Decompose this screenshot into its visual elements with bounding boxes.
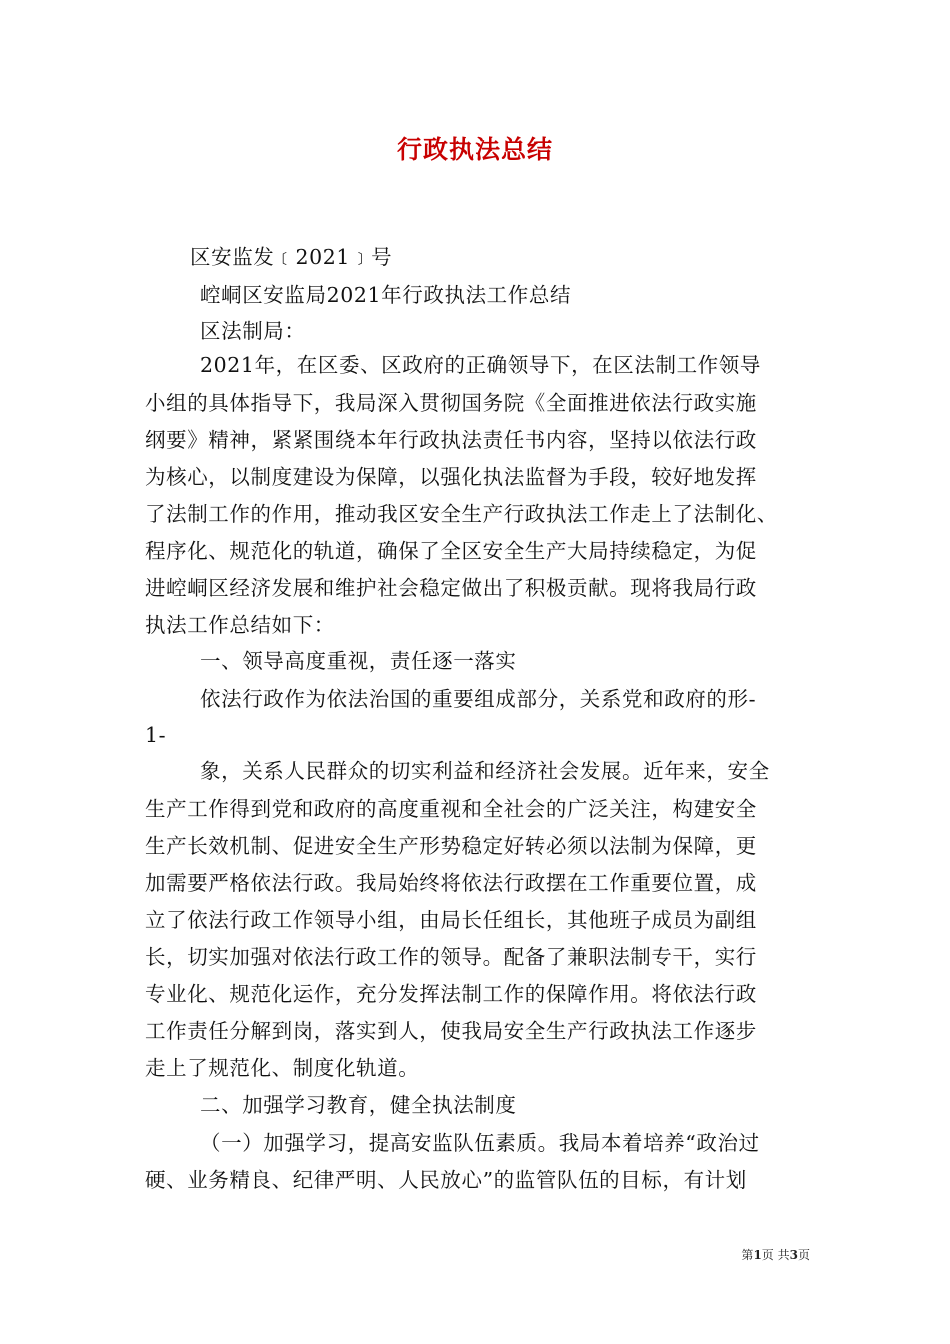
paragraph-line: 了法制工作的作用，推动我区安全生产行政执法工作走上了法制化、 — [145, 502, 778, 526]
document-title: 行政执法总结 — [396, 135, 553, 164]
paragraph-line: （一）加强学习，提高安监队伍素质。我局本着培养“政治过 — [200, 1131, 760, 1155]
paragraph-line: 长，切实加强对依法行政工作的领导。配备了兼职法制专干，实行 — [145, 945, 757, 969]
page-footer — [700, 1246, 810, 1263]
doc-number-line: 区安监发﹝2021﹞号 — [190, 245, 393, 269]
paragraph-line: 进崆峒区经济发展和维护社会稳定做出了积极贡献。现将我局行政 — [145, 576, 757, 600]
subtitle-line: 崆峒区安监局2021年行政执法工作总结 — [200, 283, 572, 307]
paragraph-line: 程序化、规范化的轨道，确保了全区安全生产大局持续稳定，为促 — [145, 539, 757, 563]
footer-mid: 页 共 — [761, 1248, 790, 1262]
paragraph-line: 走上了规范化、制度化轨道。 — [145, 1056, 420, 1080]
paragraph-line: 象，关系人民群众的切实利益和经济社会发展。近年来，安全 — [200, 759, 770, 783]
section-heading-1: 一、领导高度重视，责任逐一落实 — [200, 649, 517, 673]
paragraph-line: 小组的具体指导下，我局深入贯彻国务院《全面推进依法行政实施 — [145, 391, 757, 415]
paragraph-line: 2021年，在区委、区政府的正确领导下，在区法制工作领导 — [200, 353, 761, 377]
page-break-marker: 1- — [145, 723, 167, 747]
current-page-number: 1 — [753, 1248, 762, 1262]
paragraph-line: 生产长效机制、促进安全生产形势稳定好转必须以法制为保障，更 — [145, 834, 757, 858]
section-heading-2: 二、加强学习教育，健全执法制度 — [200, 1093, 517, 1117]
footer-prefix: 第 — [741, 1248, 754, 1262]
paragraph-line: 纲要》精神，紧紧围绕本年行政执法责任书内容，坚持以依法行政 — [145, 428, 757, 452]
paragraph-line: 为核心，以制度建设为保障，以强化执法监督为手段，较好地发挥 — [145, 465, 757, 489]
addressee-line: 区法制局： — [200, 319, 306, 343]
total-page-number: 3 — [789, 1248, 798, 1262]
paragraph-line: 专业化、规范化运作，充分发挥法制工作的保障作用。将依法行政 — [145, 982, 757, 1006]
paragraph-line: 硬、业务精良、纪律严明、人民放心”的监管队伍的目标，有计划 — [145, 1168, 747, 1192]
paragraph-line: 生产工作得到党和政府的高度重视和全社会的广泛关注，构建安全 — [145, 797, 757, 821]
footer-suffix: 页 — [797, 1248, 810, 1262]
paragraph-line: 加需要严格依法行政。我局始终将依法行政摆在工作重要位置，成 — [145, 871, 757, 895]
paragraph-line: 执法工作总结如下： — [145, 613, 335, 637]
paragraph-line: 依法行政作为依法治国的重要组成部分，关系党和政府的形- — [200, 687, 757, 711]
paragraph-line: 立了依法行政工作领导小组，由局长任组长，其他班子成员为副组 — [145, 908, 757, 932]
paragraph-line: 工作责任分解到岗，落实到人，使我局安全生产行政执法工作逐步 — [145, 1019, 757, 1043]
